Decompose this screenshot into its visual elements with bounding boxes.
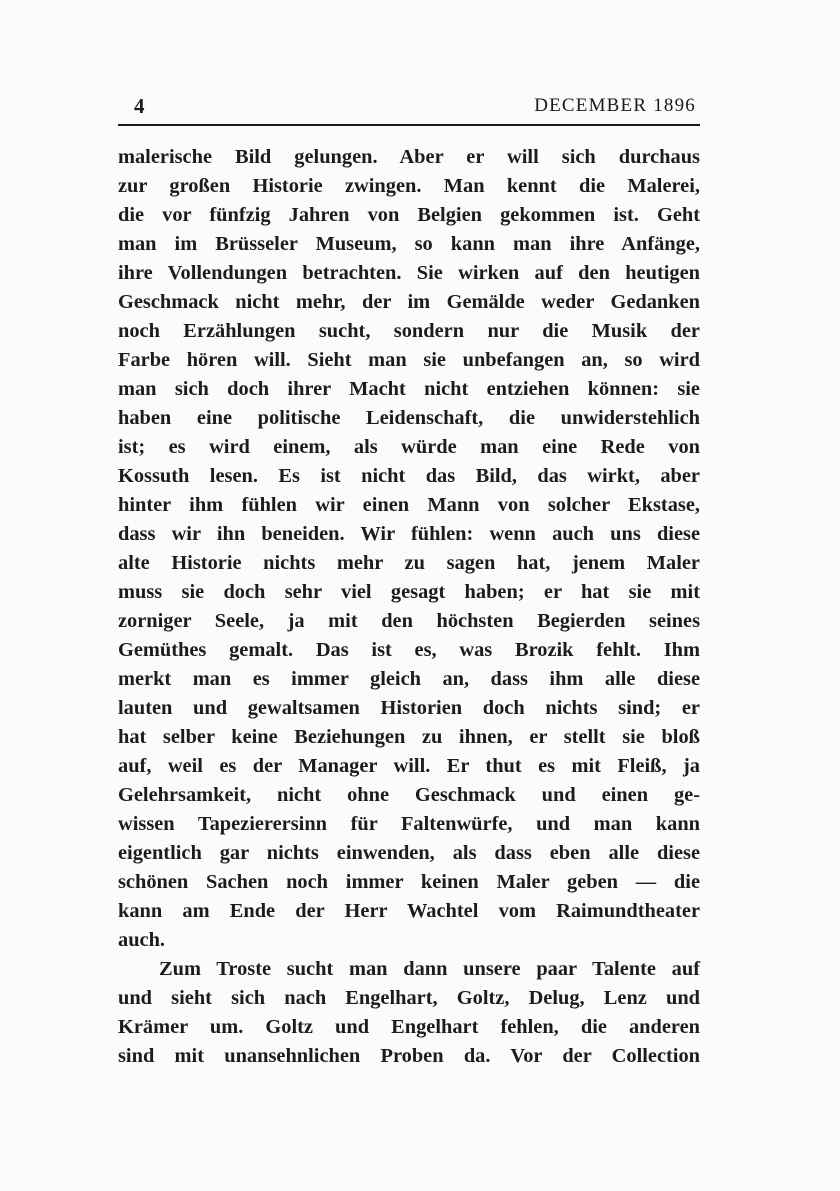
text-line: lauten und gewaltsamen Historien doch nichts sind; er <box>118 697 700 719</box>
page-number: 4 <box>134 94 145 118</box>
text-line: kann am Ende der Herr Wachtel vom Raimundtheater <box>118 900 700 922</box>
text-line: Kossuth lesen. Es ist nicht das Bild, das wirkt, aber <box>118 465 700 487</box>
text-line: muss sie doch sehr viel gesagt haben; er hat sie mit <box>118 581 700 603</box>
paragraph-start-line: Zum Troste sucht man dann unsere paar Talente auf <box>159 958 700 980</box>
text-line: ihre Vollendungen betrachten. Sie wirken auf den heutigen <box>118 262 700 284</box>
text-line: Gelehrsamkeit, nicht ohne Geschmack und einen ge- <box>118 784 700 806</box>
text-line: zur großen Historie zwingen. Man kennt die Malerei, <box>118 175 700 197</box>
text-line: alte Historie nichts mehr zu sagen hat, jenem Maler <box>118 552 700 574</box>
text-line: schönen Sachen noch immer keinen Maler geben — die <box>118 871 700 893</box>
text-line: Farbe hören will. Sieht man sie unbefangen an, so wird <box>118 349 700 371</box>
text-line: man sich doch ihrer Macht nicht entziehen können: sie <box>118 378 700 400</box>
text-line: Gemüthes gemalt. Das ist es, was Brozik fehlt. Ihm <box>118 639 700 661</box>
text-line: haben eine politische Leidenschaft, die unwiderstehlich <box>118 407 700 429</box>
text-line: wissen Tapezierersinn für Faltenwürfe, und man kann <box>118 813 700 835</box>
text-line: eigentlich gar nichts einwenden, als dass eben alle diese <box>118 842 700 864</box>
text-line: merkt man es immer gleich an, dass ihm alle diese <box>118 668 700 690</box>
text-line: hat selber keine Beziehungen zu ihnen, er stellt sie bloß <box>118 726 700 748</box>
text-line: sind mit unansehnlichen Proben da. Vor der Collection <box>118 1045 700 1067</box>
text-line: Geschmack nicht mehr, der im Gemälde weder Gedanken <box>118 291 700 313</box>
text-line: zorniger Seele, ja mit den höchsten Begierden seines <box>118 610 700 632</box>
running-head: DECEMBER 1896 <box>534 95 696 116</box>
text-line: noch Erzählungen sucht, sondern nur die Musik der <box>118 320 700 342</box>
text-line: hinter ihm fühlen wir einen Mann von solcher Ekstase, <box>118 494 700 516</box>
text-line: auf, weil es der Manager will. Er thut es mit Fleiß, ja <box>118 755 700 777</box>
text-line: Krämer um. Goltz und Engelhart fehlen, die anderen <box>118 1016 700 1038</box>
body-text <box>118 143 700 1071</box>
page-header <box>118 94 700 126</box>
text-line: malerische Bild gelungen. Aber er will sich durchaus <box>118 146 700 168</box>
paragraph-end-line: auch. <box>118 929 166 951</box>
text-line: und sieht sich nach Engelhart, Goltz, Delug, Lenz und <box>118 987 700 1009</box>
text-line: dass wir ihn beneiden. Wir fühlen: wenn auch uns diese <box>118 523 700 545</box>
text-line: man im Brüsseler Museum, so kann man ihre Anfänge, <box>118 233 700 255</box>
text-line: die vor fünfzig Jahren von Belgien gekommen ist. Geht <box>118 204 700 226</box>
text-line: ist; es wird einem, als würde man eine Rede von <box>118 436 700 458</box>
